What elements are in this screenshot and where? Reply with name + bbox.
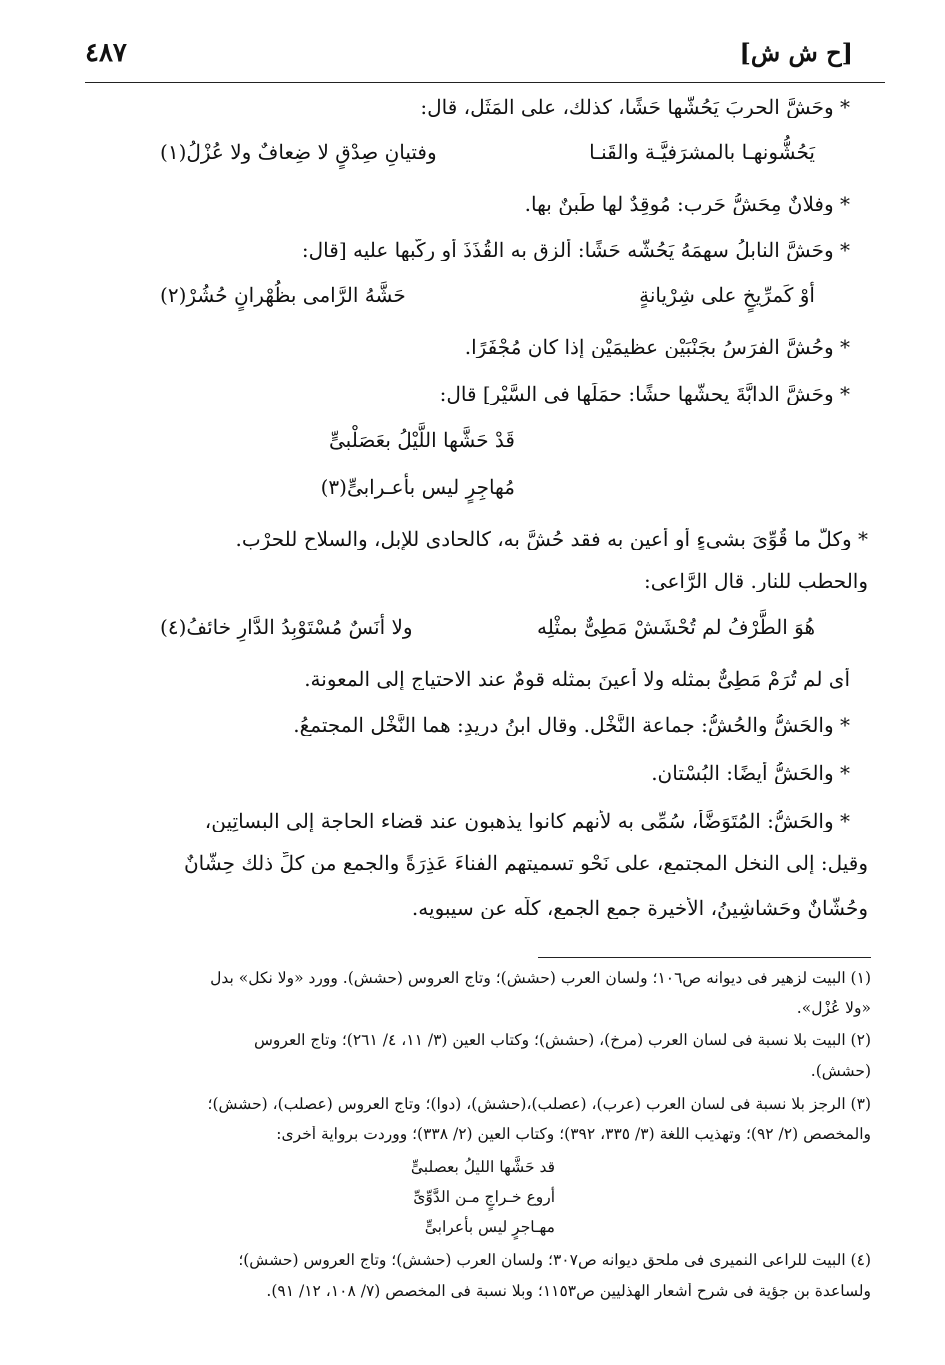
verse-hemistich: ولا أنَسٌ مُسْتَوْبِدُ الدَّارِ خائفُ(٤): [160, 615, 413, 639]
body-line: * وحَشَّ الدابَّةَ يحشُّها حشًا: حمَلَها فى السَّيْر] قال:: [439, 383, 850, 405]
footnote-line: (٤) البيت للراعى النميرى فى ملحق ديوانه ص٣٠٧؛ ولسان العرب (حشش)؛ وتاج العروس (حشش)؛: [238, 1252, 871, 1269]
body-line: * وكلُّ ما قُوِّىَ بشىءٍ أو أُعين به فقد حُشَّ به، كالحادى للإبل، والسلاحِ للحرْب.: [235, 528, 868, 550]
footnote-line: (٢) البيت بلا نسبة فى لسان العرب (مرخ)، (حشش)؛ وكتاب العين (٣/ ١١، ٤/ ٢٦١)؛ وتاج العروس: [254, 1032, 871, 1049]
body-line: أى لم تُرَمْ مَطِىٌّ بمثله ولا أُعينَ بمثله قومٌ عند الاحتياج إلى المعونة.: [304, 668, 850, 690]
verse: [160, 140, 815, 164]
verse: [160, 615, 815, 639]
footnote-verse: أروع خـراجٍ مـن الدَّوِّىِّ: [413, 1188, 555, 1206]
footnote-line: (حشش).: [810, 1063, 871, 1080]
header-rule: [85, 82, 885, 83]
verse-hemistich: حَشَّهُ الرَّامى بظُهْرانٍ حُشُرْ(٢): [160, 283, 406, 307]
verse: مُهاجِرٍ ليس بأعـرابىٍّ(٣): [320, 475, 515, 499]
footnote-line: ولساعدة بن جؤية فى شرح أشعار الهذليين ص١١٥٣؛ وبلا نسبة فى المخصص (٧/ ١٠٨، ١٢/ ٩١).: [266, 1283, 871, 1300]
body-line: والحطبِ للنار. قال الرَّاعى:: [644, 570, 868, 592]
footnote-verse: قد حَشَّها الليلُ بعصلبىٍّ: [410, 1158, 555, 1176]
verse-hemistich: هُوَ الطَّرْفُ لم تُحْشَشْ مَطِىٌّ بمثْلِه: [536, 615, 815, 639]
body-line: * والحَشُّ والحُشُّ: جماعة النَّخْلِ. وقال ابنُ دريدٍ: هما النَّخْلِ المجتمعُ.: [293, 714, 850, 736]
body-line: * وفلانٌ مِحَشُّ حَربٍ: مُوقِدٌ لها طَبِنٌ بها.: [524, 193, 850, 215]
footnote-line: (٣) الرجز بلا نسبة فى لسان العرب (عرب)، (عصلب)،(حشش)، (دوا)؛ وتاج العروس (عصلب)، (حشش)؛: [207, 1096, 871, 1113]
body-line: * والحَشُّ: المُتَوَضَّأ، سُمِّى به لأنهم كانوا يذهبون عند قضاء الحاجة إلى البساتِين،: [204, 810, 850, 832]
footnote-verse: مهـاجرٍ ليس بأعرابىٍّ: [424, 1218, 555, 1236]
body-line: * وحَشَّ النابلُ سهمَهُ يَحُشُّه حَشًا: ألزق به القُذَذَ أو ركَّبها عليه [قال:: [301, 239, 850, 261]
body-line: * وحَشَّ الحربَ يَحُشُّها حَشًا، كذلك، على المَثَلِ، قال:: [420, 96, 850, 118]
verse-hemistich: يَحُشُّونهـا بالمشرَفيَّـة والقَنـا: [589, 140, 815, 164]
verse: [160, 283, 815, 307]
body-line: وقيل: إلى النخل المجتمع، على نَحْوِ تسميتهم الفناءَ عَذِرَةً والجمع من كلِّ ذلك حِشَّانٌ: [183, 852, 868, 874]
page-number: ٤٨٧: [85, 38, 127, 68]
footnote-line: والمخصص (٢/ ٩٢)؛ وتهذيب اللغة (٣/ ٣٣٥، ٣٩٢)؛ وكتاب العين (٢/ ٣٣٨)؛ ووردت برواية أخرى:: [276, 1126, 871, 1143]
footnote-rule: [538, 957, 871, 958]
verse-hemistich: وفتيانِ صِدْقٍ لا ضِعافٌ ولا عُزْلُ(١): [160, 140, 437, 164]
footnote-line: «ولا عُزْل».: [796, 1000, 871, 1017]
body-line: وحُشَّانٌ وحَشاشِينُ، الأخيرة جمع الجمعِ، كلُّه عن سيبويه.: [411, 897, 868, 919]
verse-hemistich: أوْ كَمرِّيخٍ على شِرْيانةٍ: [639, 283, 815, 307]
section-heading: [ح ش ش]: [739, 38, 853, 67]
footnote-line: (١) البيت لزهير فى ديوانه ص١٠٦؛ ولسان العرب (حشش)؛ وتاج العروس (حشش). وورد «ولا نكل» بدل: [210, 970, 871, 987]
verse: قَدْ حَشَّها اللَّيْلُ بعَصَلْبىٍّ: [329, 428, 515, 452]
body-line: * والحَشُّ أيضًا: البُسْتان.: [651, 762, 850, 784]
body-line: * وحُشَّ الفرَسُ بجَنْبَيْنِ عظيمَيْنِ إذا كان مُجْفَرًا.: [464, 336, 850, 358]
